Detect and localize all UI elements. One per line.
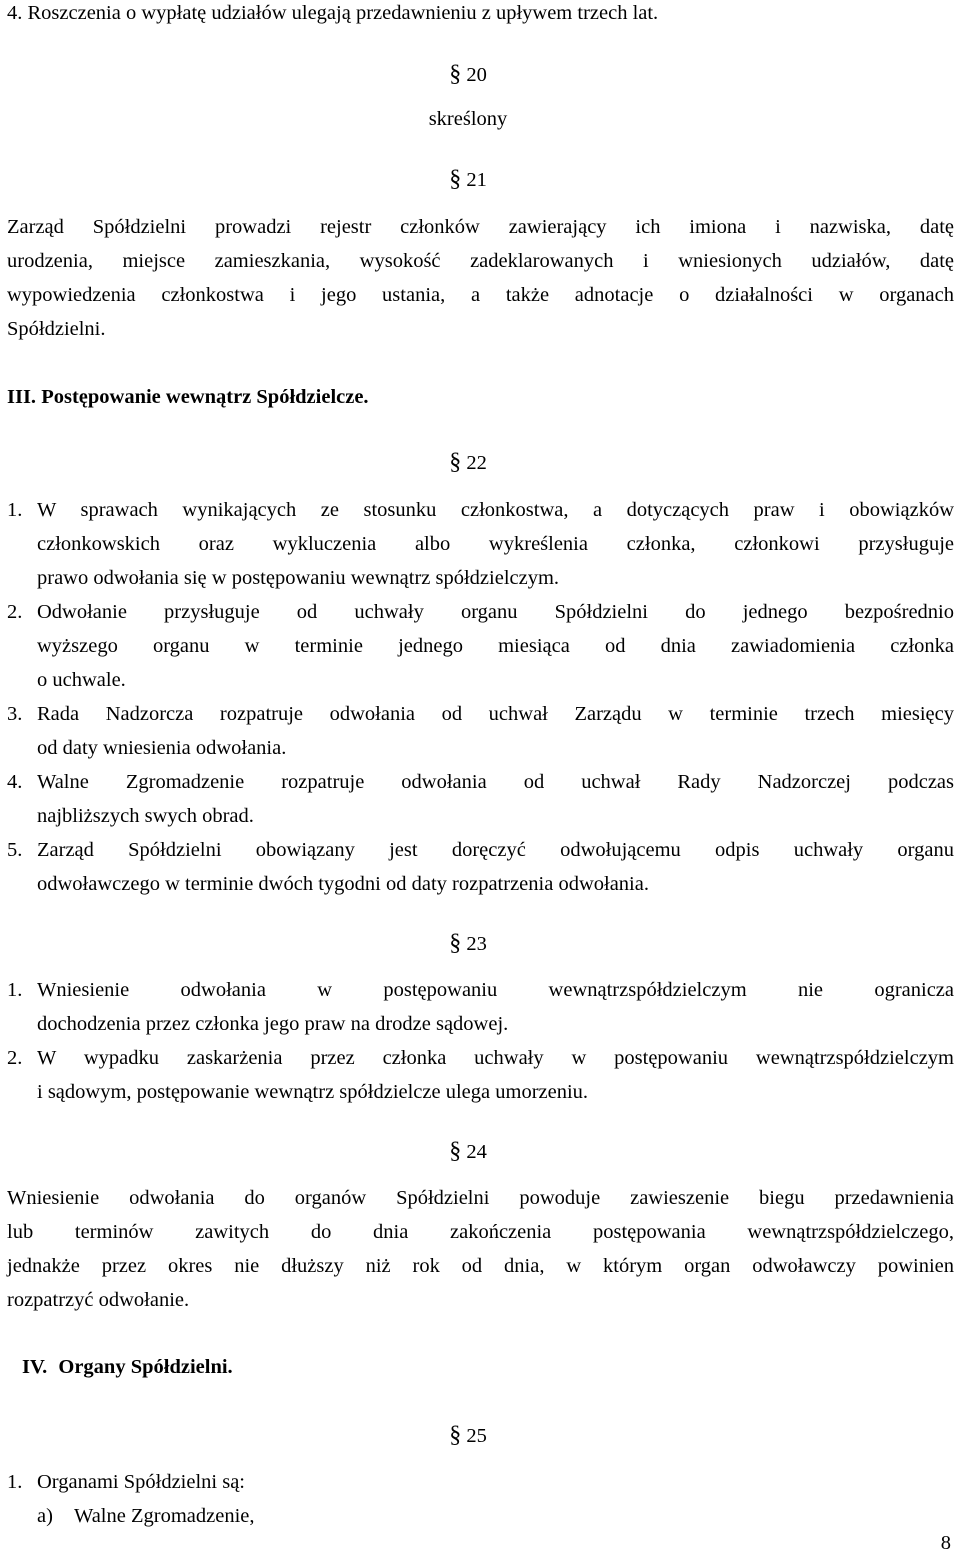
chapter-heading-3 <box>7 380 369 414</box>
paragraph-line: Wniesienie odwołania w postępowaniu wewnątrzspółdzielczym nie ogranicza <box>37 979 954 1001</box>
section-number: 21 <box>466 169 487 191</box>
section-20-text: skreślony <box>428 108 508 130</box>
section-sign: § <box>449 166 462 192</box>
paragraph-line: lub terminów zawitych do dnia zakończenia postępowania wewnątrzspółdzielczego, <box>7 1221 954 1243</box>
section-heading-25 <box>0 1418 936 1453</box>
paragraph-line: o uchwale. <box>37 669 126 691</box>
section-heading-20 <box>0 57 936 92</box>
item-number: 5. <box>7 839 23 861</box>
item-number: 1. <box>7 979 23 1001</box>
item-number: 4. <box>7 771 23 793</box>
paragraph-line: Spółdzielni. <box>7 318 106 340</box>
paragraph-line: Wniesienie odwołania do organów Spółdzielni powoduje zawieszenie biegu przedawnienia <box>7 1187 954 1209</box>
item-number: 1. <box>7 499 23 521</box>
item-number: 2. <box>7 601 23 623</box>
paragraph-line: W wypadku zaskarżenia przez członka uchwały w postępowaniu wewnątrzspółdzielczym <box>37 1047 954 1069</box>
chapter-title: Organy Spółdzielni. <box>58 1356 233 1378</box>
paragraph-line: członkowskich oraz wykluczenia albo wykreślenia członka, członkowi przysługuje <box>37 533 954 555</box>
chapter-heading-4 <box>22 1350 233 1384</box>
section-heading-23 <box>0 926 936 961</box>
paragraph-line: W sprawach wynikających ze stosunku członkostwa, a dotyczących praw i obowiązków <box>37 499 954 521</box>
page-number: 8 <box>940 1532 951 1554</box>
paragraph-line: wyższego organu w terminie jednego miesiąca od dnia zawiadomienia członka <box>37 635 954 657</box>
paragraph-line: jednakże przez okres nie dłuższy niż rok od dnia, w którym organ odwoławczy powinien <box>7 1255 954 1277</box>
paragraph-line: Odwołanie przysługuje od uchwały organu Spółdzielni do jednego bezpośrednio <box>37 601 954 623</box>
subitem-letter: a) <box>37 1505 53 1527</box>
section-number: 24 <box>466 1141 487 1163</box>
item-number: 1. <box>7 1471 23 1493</box>
chapter-label: III. <box>7 386 37 408</box>
paragraph-line: najbliższych swych obrad. <box>37 805 254 827</box>
section-sign: § <box>449 1138 462 1164</box>
paragraph-line: wypowiedzenia członkostwa i jego ustania, a także adnotacje o działalności w organach <box>7 284 954 306</box>
chapter-label: IV. <box>22 1356 48 1378</box>
section-heading-22 <box>0 445 936 480</box>
paragraph-line: urodzenia, miejsce zamieszkania, wysokość zadeklarowanych i wniesionych udziałów, datę <box>7 250 954 272</box>
section-sign: § <box>449 61 462 87</box>
section-sign: § <box>449 1422 462 1448</box>
paragraph-line: dochodzenia przez członka jego praw na drodze sądowej. <box>37 1013 509 1035</box>
paragraph-line: i sądowym, postępowanie wewnątrz spółdzielcze ulega umorzeniu. <box>37 1081 589 1103</box>
section-number: 23 <box>466 933 487 955</box>
paragraph-line: Walne Zgromadzenie rozpatruje odwołania od uchwał Rady Nadzorczej podczas <box>37 771 954 793</box>
paragraph-line: prawo odwołania się w postępowaniu wewnątrz spółdzielczym. <box>37 567 560 589</box>
paragraph-line: Rada Nadzorcza rozpatruje odwołania od uchwał Zarządu w terminie trzech miesięcy <box>37 703 954 725</box>
paragraph-line: od daty wniesienia odwołania. <box>37 737 287 759</box>
paragraph-line: Zarząd Spółdzielni obowiązany jest doręczyć odwołującemu odpis uchwały organu <box>37 839 954 861</box>
section-sign: § <box>449 930 462 956</box>
paragraph-line: 4. Roszczenia o wypłatę udziałów ulegają przedawnieniu z upływem trzech lat. <box>7 2 659 24</box>
paragraph-line: Organami Spółdzielni są: <box>37 1471 246 1493</box>
section-number: 20 <box>466 64 487 86</box>
item-number: 3. <box>7 703 23 725</box>
item-number: 2. <box>7 1047 23 1069</box>
section-heading-24 <box>0 1134 936 1169</box>
section-number: 25 <box>466 1425 487 1447</box>
paragraph-line: rozpatrzyć odwołanie. <box>7 1289 190 1311</box>
chapter-title: Postępowanie wewnątrz Spółdzielcze. <box>41 386 369 408</box>
paragraph-line: odwoławczego w terminie dwóch tygodni od daty rozpatrzenia odwołania. <box>37 873 649 895</box>
section-heading-21 <box>0 162 936 197</box>
section-number: 22 <box>466 452 487 474</box>
paragraph-line: Zarząd Spółdzielni prowadzi rejestr członków zawierający ich imiona i nazwiska, datę <box>7 216 954 238</box>
section-sign: § <box>449 449 462 475</box>
paragraph-line: Walne Zgromadzenie, <box>74 1505 255 1527</box>
